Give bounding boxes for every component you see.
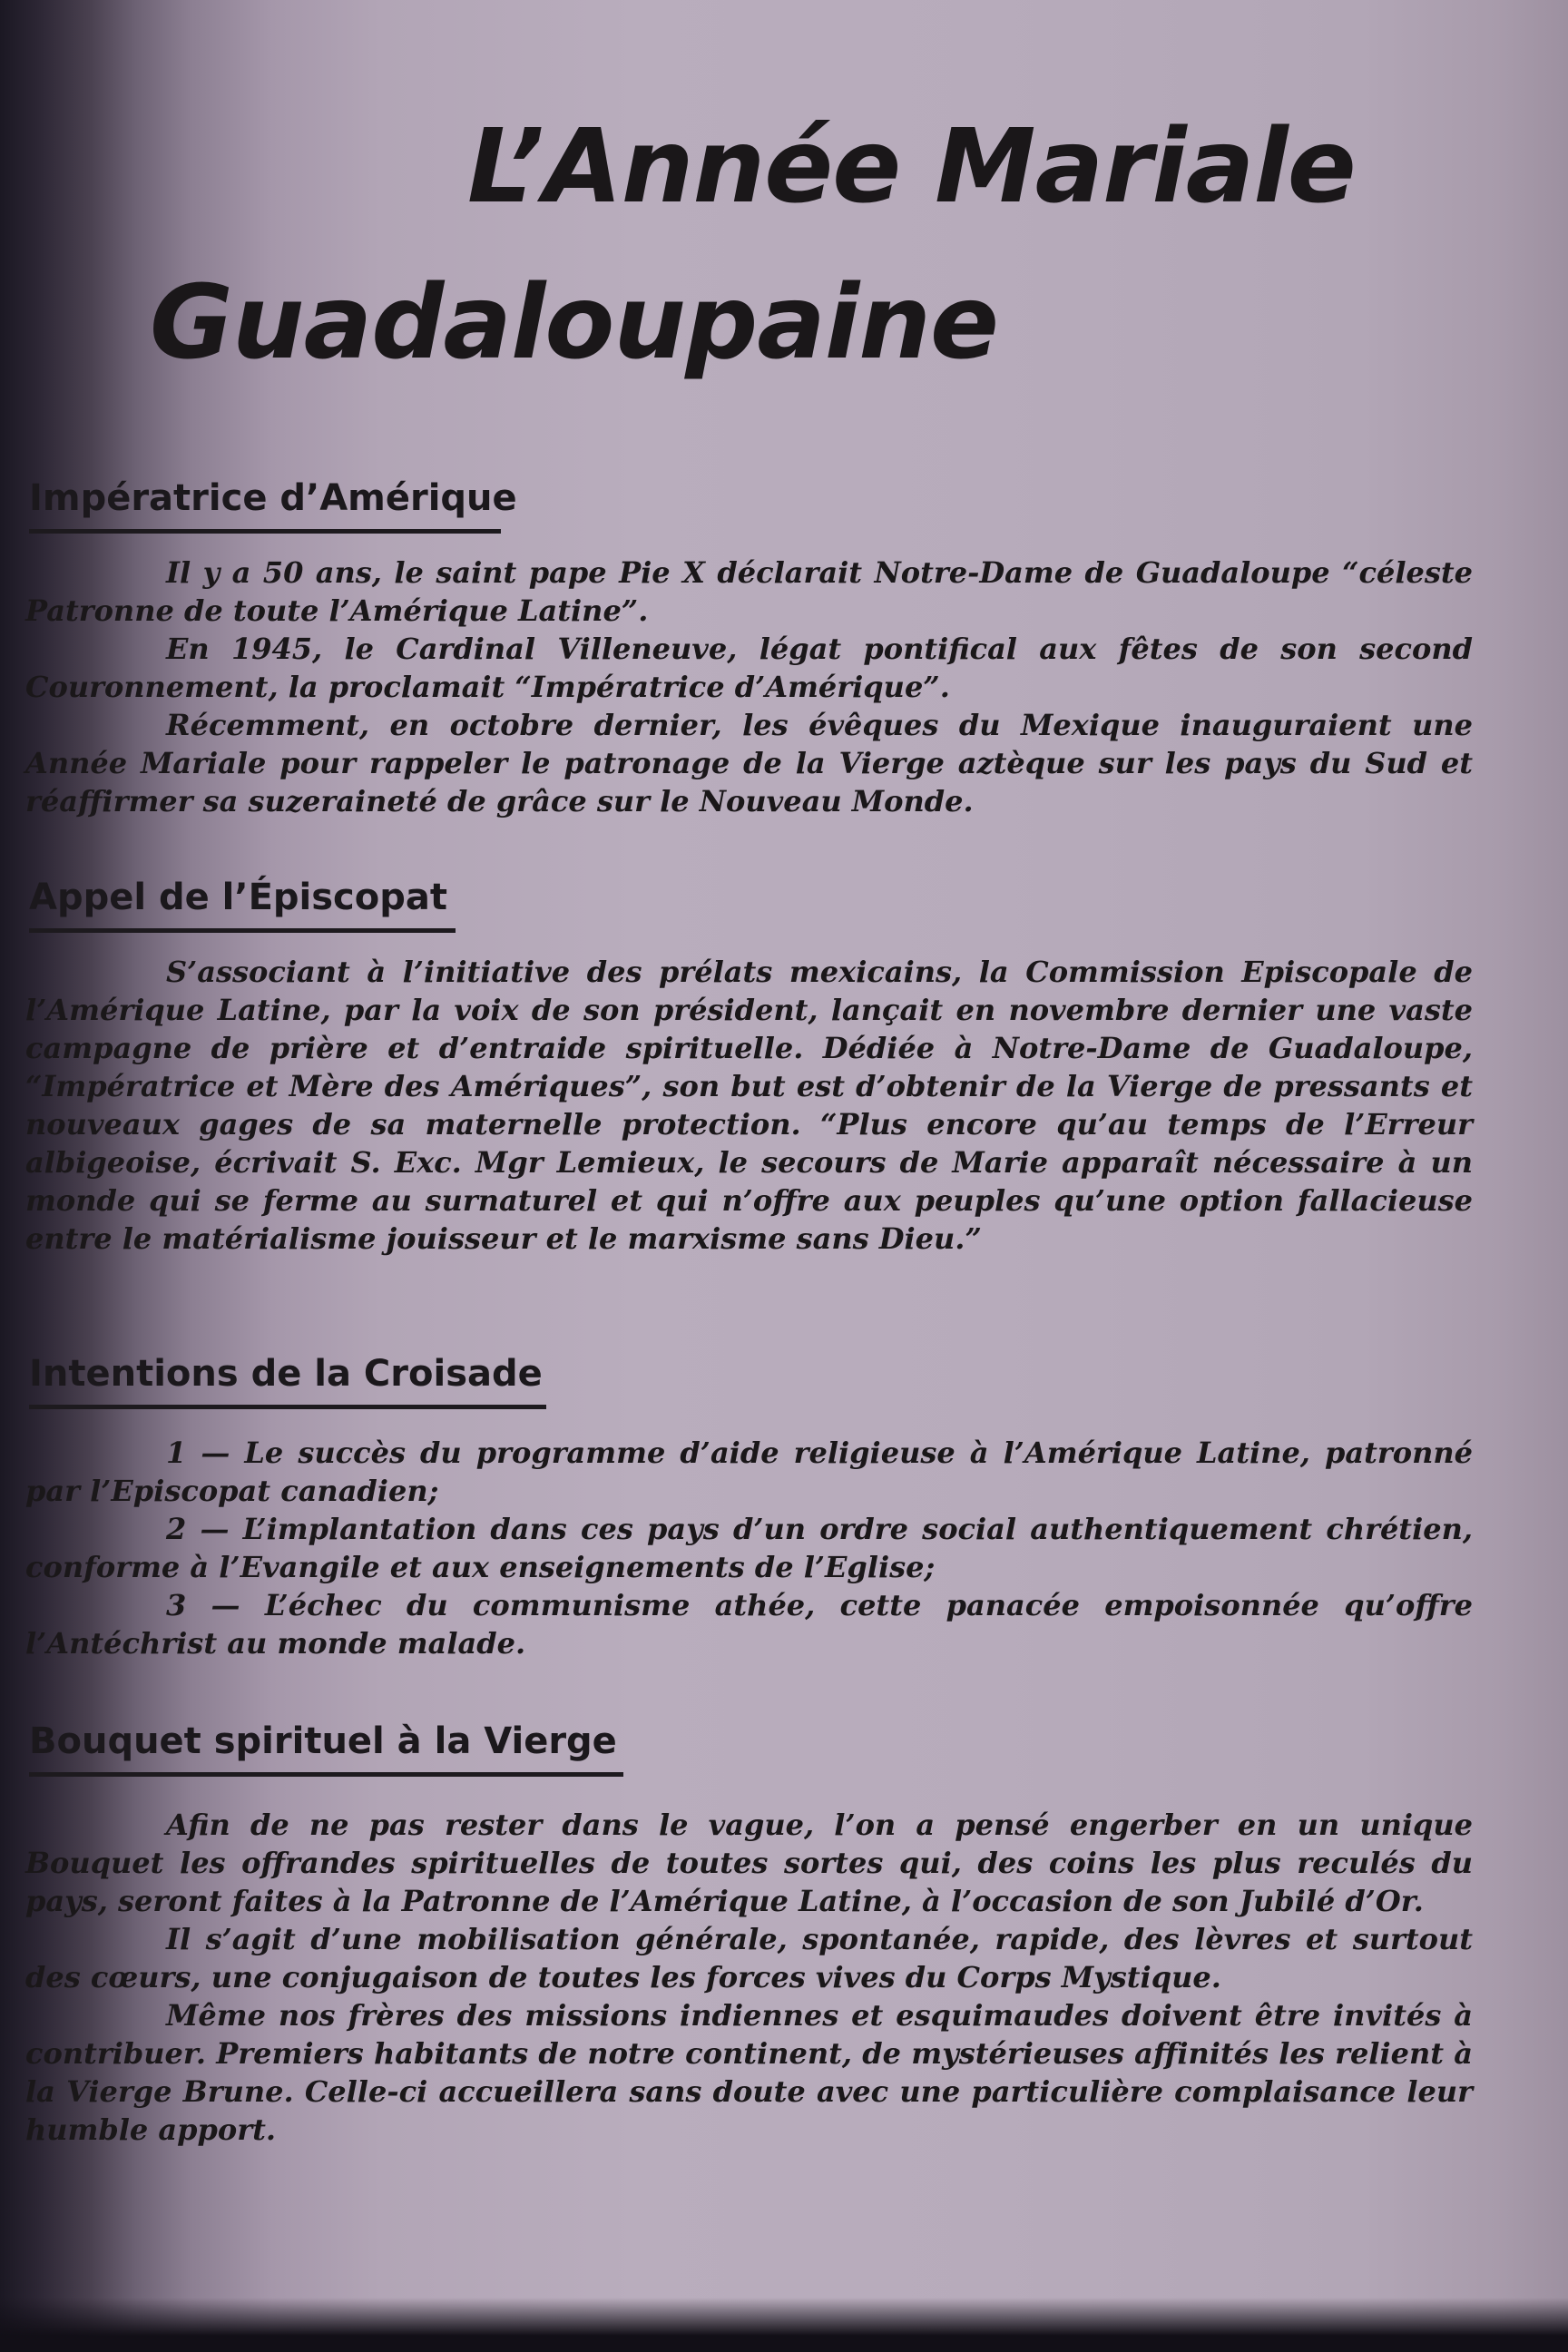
section-heading-imperatrice bbox=[29, 476, 517, 534]
title-line-1: L’Année Mariale bbox=[467, 108, 1356, 226]
section-heading-intentions bbox=[29, 1352, 546, 1409]
section-heading-text: Appel de l’Épiscopat bbox=[29, 877, 447, 918]
section-heading-appel bbox=[29, 876, 456, 933]
section-heading-text: Intentions de la Croisade bbox=[29, 1353, 543, 1395]
paragraph: Même nos frères des missions indiennes et esquimaudes doivent être invités à contribuer. Premiers habitants de notre continent, de mystérieuses affinités les relient à la Vierge Brune. Celle-ci accueillera sans doute avec une particulière complaisance leur humble apport. bbox=[25, 1998, 1473, 2147]
paragraph: Il s’agit d’une mobilisation générale, spontanée, rapide, des lèvres et surtout des cœurs, une conjugaison de toutes les forces vives du Corps Mystique. bbox=[25, 1922, 1473, 1994]
paragraph: En 1945, le Cardinal Villeneuve, légat pontifical aux fêtes de son second Couronnement, la proclamait “Impératrice d’Amérique”. bbox=[25, 632, 1473, 704]
list-item: 1 — Le succès du programme d’aide religieuse à l’Amérique Latine, patronné par l’Episcopat canadien; bbox=[25, 1436, 1473, 1508]
paragraph: Il y a 50 ans, le saint pape Pie X déclarait Notre-Dame de Guadaloupe “céleste Patronne de toute l’Amérique Latine”. bbox=[25, 555, 1473, 628]
section-body-appel bbox=[25, 953, 1473, 1258]
section-heading-text: Impératrice d’Amérique bbox=[29, 477, 517, 519]
title-line-2: Guadaloupaine bbox=[150, 264, 998, 382]
paragraph: S’associant à l’initiative des prélats mexicains, la Commission Episcopale de l’Amérique Latine, par la voix de son président, lançait en novembre dernier une vaste campagne de prière et d’entraide spirituelle. Dédiée à Notre-Dame de Guadaloupe, “Impératrice et Mère des Amériques”, son but est d’obtenir de la Vierge de pressants et nouveaux gages de sa maternelle protection. “Plus encore qu’au temps de l’Erreur albigeoise, écrivait S. Exc. Mgr Lemieux, le secours de Marie apparaît nécessaire à un monde qui se ferme au surnaturel et qui n’offre aux peuples qu’une option fallacieuse entre le matérialisme jouisseur et le marxisme sans Dieu.” bbox=[25, 955, 1473, 1256]
paragraph: Afin de ne pas rester dans le vague, l’on a pensé engerber en un unique Bouquet les offrandes spirituelles de toutes sortes qui, des coins les plus reculés du pays, seront faites à la Patronne de l’Amérique Latine, à l’occasion de son Jubilé d’Or. bbox=[25, 1808, 1473, 1918]
paragraph: Récemment, en octobre dernier, les évêques du Mexique inauguraient une Année Mariale pour rappeler le patronage de la Vierge aztèque sur les pays du Sud et réaffirmer sa suzeraineté de grâce sur le Nouveau Monde. bbox=[25, 708, 1473, 818]
section-heading-text: Bouquet spirituel à la Vierge bbox=[29, 1720, 617, 1762]
section-heading-bouquet bbox=[29, 1720, 623, 1777]
list-item: 2 — L’implantation dans ces pays d’un ordre social authentiquement chrétien, conforme à l’Evangile et aux enseignements de l’Eglise; bbox=[25, 1512, 1473, 1584]
section-body-imperatrice bbox=[25, 554, 1473, 820]
section-body-intentions bbox=[25, 1434, 1473, 1662]
list-item: 3 — L’échec du communisme athée, cette panacée empoisonnée qu’offre l’Antéchrist au monde malade. bbox=[25, 1588, 1473, 1661]
section-body-bouquet bbox=[25, 1806, 1473, 2149]
